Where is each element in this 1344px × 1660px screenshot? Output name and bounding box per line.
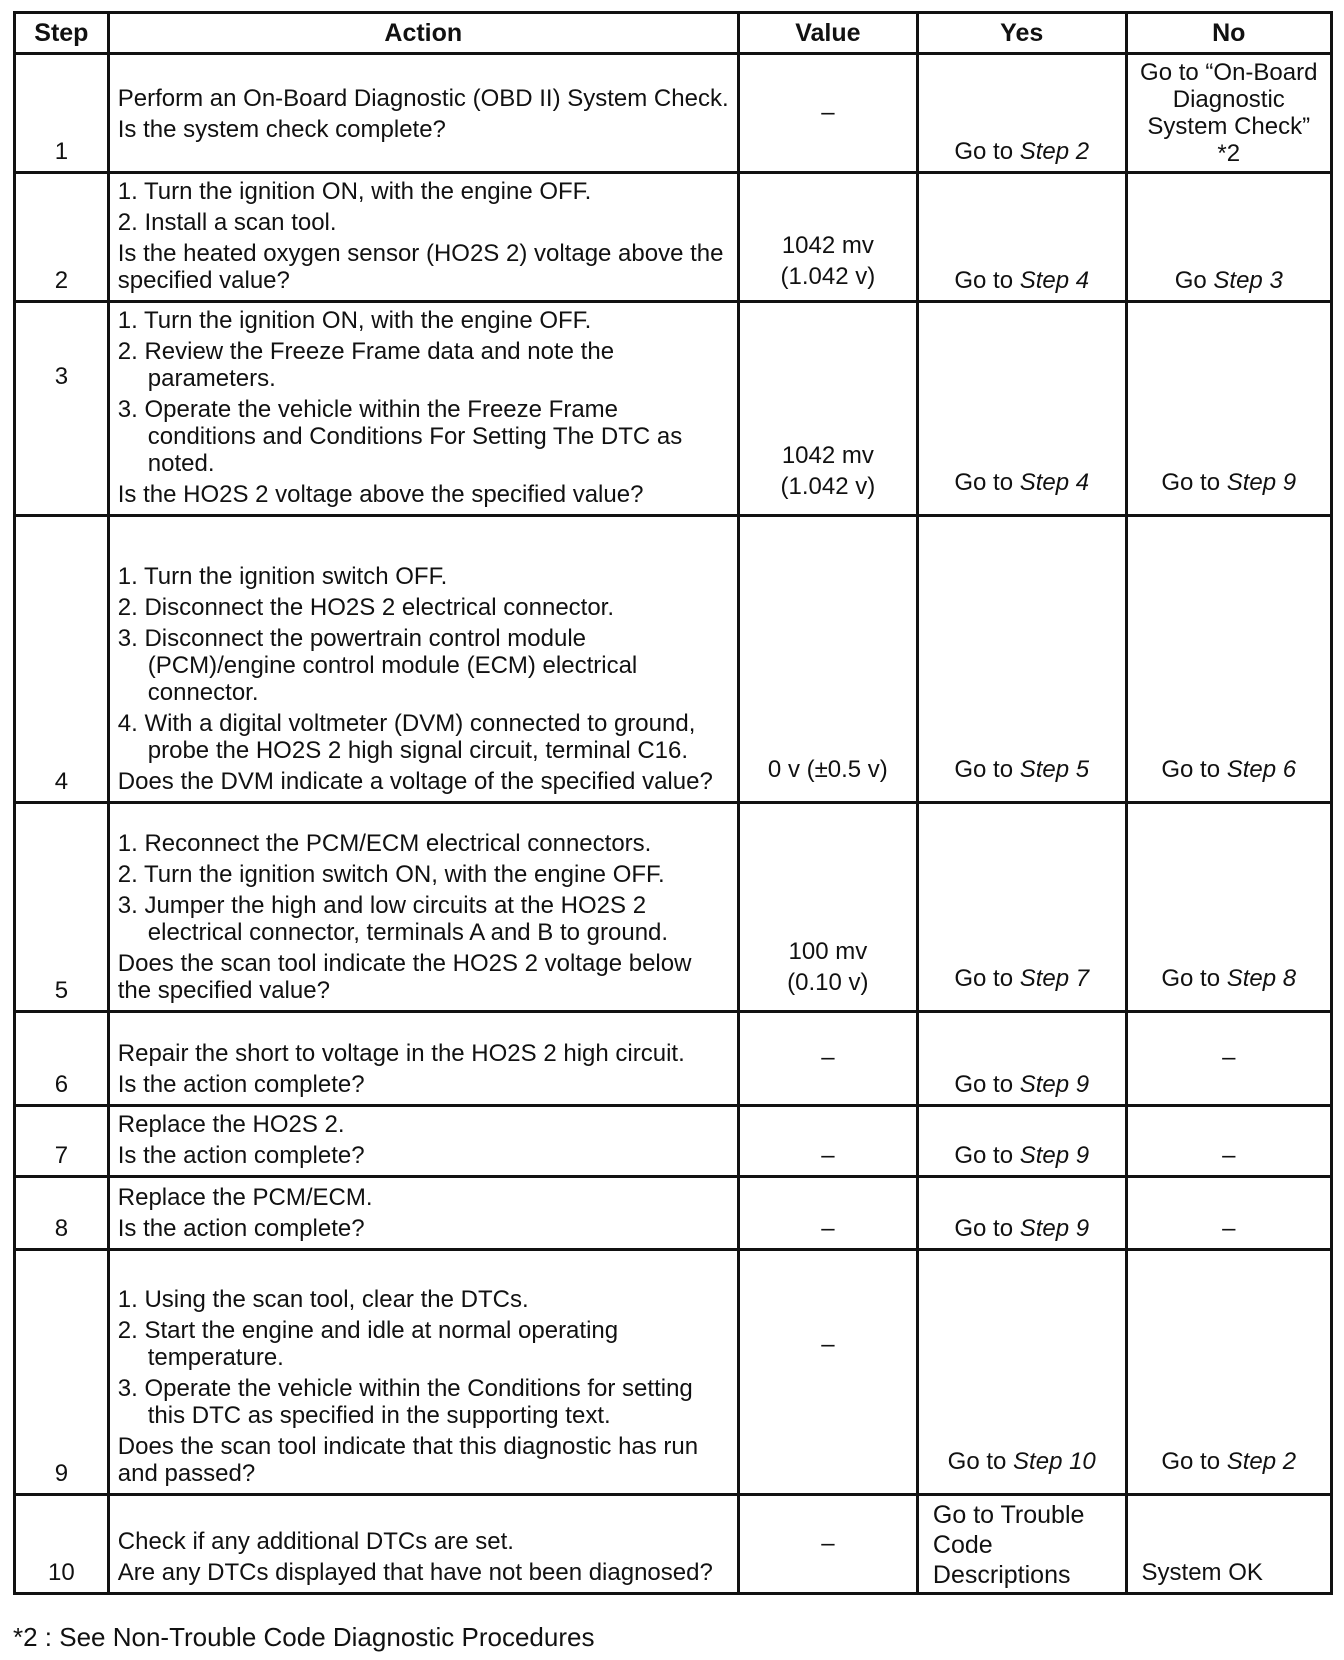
no-cell xyxy=(1126,803,1331,1012)
header-step: Step xyxy=(15,13,109,54)
header-yes: Yes xyxy=(917,13,1126,54)
action-cell xyxy=(108,1177,738,1250)
table-row xyxy=(15,1012,1332,1106)
action-cell xyxy=(108,516,738,803)
yes-prefix: Go to xyxy=(954,1215,1020,1242)
yes-cell xyxy=(917,1250,1126,1495)
action-cell xyxy=(108,302,738,516)
no-prefix: Go xyxy=(1174,267,1214,294)
step-number: 9 xyxy=(15,1250,109,1495)
step-number: 10 xyxy=(15,1495,109,1594)
step-number: 8 xyxy=(15,1177,109,1250)
step-number: 3 xyxy=(15,302,109,516)
yes-cell xyxy=(917,516,1126,803)
action-line: Replace the PCM/ECM. xyxy=(117,1184,373,1211)
table-row xyxy=(15,1250,1332,1495)
yes-prefix: Go to xyxy=(954,267,1020,294)
yes-step-link: Step 7 xyxy=(1019,965,1090,992)
action-question: Is the action complete? xyxy=(117,1142,365,1169)
step-number: 2 xyxy=(15,173,109,302)
no-step-link: Step 6 xyxy=(1226,756,1297,783)
step-number: 7 xyxy=(15,1106,109,1177)
action-item: 4. With a digital voltmeter (DVM) connected to ground, probe the HO2S 2 high signal circuit, terminal C16. xyxy=(117,710,696,764)
action-cell xyxy=(108,803,738,1012)
yes-prefix: Go to xyxy=(954,756,1020,783)
value-cell: – xyxy=(738,1106,917,1177)
yes-cell xyxy=(917,803,1126,1012)
yes-step-link: Step 4 xyxy=(1019,267,1090,294)
yes-step-link: Step 9 xyxy=(1019,1071,1090,1098)
step-number: 1 xyxy=(15,54,109,173)
action-line: Check if any additional DTCs are set. xyxy=(117,1528,514,1555)
action-line: Perform an On-Board Diagnostic (OBD II) System Check. xyxy=(117,85,729,112)
action-question: Is the action complete? xyxy=(117,1215,365,1242)
action-item: 2. Start the engine and idle at normal operating temperature. xyxy=(117,1317,619,1371)
value-cell: – xyxy=(738,1177,917,1250)
action-question: Does the scan tool indicate that this diagnostic has run and passed? xyxy=(117,1433,699,1487)
action-item: 3. Jumper the high and low circuits at the HO2S 2 electrical connector, terminals A and B to ground. xyxy=(117,892,669,946)
action-item: 1. Turn the ignition ON, with the engine OFF. xyxy=(117,307,592,334)
no-prefix: Go to xyxy=(1161,1448,1227,1475)
action-item: 2. Disconnect the HO2S 2 electrical connector. xyxy=(117,594,615,621)
no-prefix: Go to xyxy=(1161,469,1227,496)
action-cell xyxy=(108,1250,738,1495)
no-step-link: Step 3 xyxy=(1213,267,1283,294)
header-value: Value xyxy=(738,13,917,54)
yes-cell xyxy=(917,54,1126,173)
value-cell xyxy=(738,803,917,1012)
value-cell: – xyxy=(738,54,917,173)
action-item: 2. Review the Freeze Frame data and note the parameters. xyxy=(117,338,615,392)
action-item: 3. Operate the vehicle within the Conditions for setting this DTC as specified in the supporting text. xyxy=(117,1375,693,1429)
no-cell: – xyxy=(1126,1177,1331,1250)
action-line: Repair the short to voltage in the HO2S 2 high circuit. xyxy=(117,1040,685,1067)
yes-prefix: Go to xyxy=(954,1071,1020,1098)
step-number: 6 xyxy=(15,1012,109,1106)
value-cell xyxy=(738,302,917,516)
action-line: Replace the HO2S 2. xyxy=(117,1111,345,1138)
step-number: 5 xyxy=(15,803,109,1012)
table-row xyxy=(15,302,1332,516)
table-row xyxy=(15,1106,1332,1177)
action-question: Are any DTCs displayed that have not been diagnosed? xyxy=(117,1559,713,1586)
yes-prefix: Go to xyxy=(947,1448,1014,1475)
action-item: 2. Install a scan tool. xyxy=(117,209,337,236)
yes-cell: Go to Trouble Code Descriptions xyxy=(917,1495,1126,1594)
action-item: 1. Using the scan tool, clear the DTCs. xyxy=(117,1286,529,1313)
value-line: 1042 mv xyxy=(781,232,874,259)
yes-prefix: Go to xyxy=(954,1142,1020,1169)
no-cell: – xyxy=(1126,1012,1331,1106)
value-line: (0.10 v) xyxy=(787,969,869,996)
yes-prefix: Go to xyxy=(954,965,1020,992)
table-row xyxy=(15,516,1332,803)
header-row xyxy=(15,13,1332,54)
value-cell xyxy=(738,173,917,302)
yes-step-link: Step 2 xyxy=(1019,138,1090,165)
yes-cell xyxy=(917,1177,1126,1250)
value-line: (1.042 v) xyxy=(780,473,876,500)
no-cell xyxy=(1126,173,1331,302)
yes-prefix: Go to xyxy=(954,469,1020,496)
no-prefix: Go to xyxy=(1161,756,1227,783)
action-cell xyxy=(108,1106,738,1177)
action-item: 3. Disconnect the powertrain control module (PCM)/engine control module (ECM) electrical connector. xyxy=(117,625,638,706)
action-question: Does the DVM indicate a voltage of the specified value? xyxy=(117,768,713,795)
action-item: 3. Operate the vehicle within the Freeze Frame conditions and Conditions For Setting The DTC as noted. xyxy=(117,396,683,477)
no-prefix: Go to xyxy=(1161,965,1227,992)
yes-step-link: Step 9 xyxy=(1019,1215,1090,1242)
value-cell: – xyxy=(738,1012,917,1106)
no-step-link: Step 9 xyxy=(1226,469,1297,496)
action-item: 1. Reconnect the PCM/ECM electrical connectors. xyxy=(117,830,652,857)
diagnostic-table xyxy=(13,11,1333,1595)
value-line: 1042 mv xyxy=(781,442,874,469)
yes-step-link: Step 10 xyxy=(1013,1448,1096,1475)
action-cell xyxy=(108,173,738,302)
yes-step-link: Step 5 xyxy=(1019,756,1090,783)
table-row xyxy=(15,54,1332,173)
no-step-link: Step 8 xyxy=(1226,965,1297,992)
value-cell: 0 v (±0.5 v) xyxy=(738,516,917,803)
header-no: No xyxy=(1126,13,1331,54)
value-cell: – xyxy=(738,1250,917,1495)
action-question: Is the HO2S 2 voltage above the specified value? xyxy=(117,481,644,508)
yes-cell xyxy=(917,173,1126,302)
action-question: Is the heated oxygen sensor (HO2S 2) voltage above the specified value? xyxy=(117,240,724,294)
value-line: 100 mv xyxy=(788,938,868,965)
yes-step-link: Step 9 xyxy=(1019,1142,1090,1169)
footnote: *2 : See Non-Trouble Code Diagnostic Procedures xyxy=(13,1622,595,1652)
yes-cell xyxy=(917,1012,1126,1106)
action-cell xyxy=(108,54,738,173)
action-cell xyxy=(108,1012,738,1106)
value-cell: – xyxy=(738,1495,917,1594)
yes-cell xyxy=(917,1106,1126,1177)
table-row xyxy=(15,173,1332,302)
table-row xyxy=(15,1495,1332,1594)
yes-prefix: Go to xyxy=(954,138,1020,165)
no-cell xyxy=(1126,1250,1331,1495)
no-cell xyxy=(1126,302,1331,516)
action-question: Is the action complete? xyxy=(117,1071,365,1098)
table-row xyxy=(15,1177,1332,1250)
header-action: Action xyxy=(108,13,738,54)
no-cell: System OK xyxy=(1126,1495,1331,1594)
table-row xyxy=(15,803,1332,1012)
no-step-link: Step 2 xyxy=(1226,1448,1297,1475)
action-item: 2. Turn the ignition switch ON, with the engine OFF. xyxy=(117,861,665,888)
action-question: Is the system check complete? xyxy=(117,116,446,143)
action-cell xyxy=(108,1495,738,1594)
action-item: 1. Turn the ignition ON, with the engine OFF. xyxy=(117,178,592,205)
step-number: 4 xyxy=(15,516,109,803)
no-cell: – xyxy=(1126,1106,1331,1177)
yes-cell xyxy=(917,302,1126,516)
no-cell: Go to “On-Board Diagnostic System Check” *2 xyxy=(1126,54,1331,173)
value-line: (1.042 v) xyxy=(780,263,876,290)
yes-step-link: Step 4 xyxy=(1019,469,1090,496)
no-cell xyxy=(1126,516,1331,803)
action-question: Does the scan tool indicate the HO2S 2 voltage below the specified value? xyxy=(117,950,692,1004)
action-item: 1. Turn the ignition switch OFF. xyxy=(117,563,448,590)
